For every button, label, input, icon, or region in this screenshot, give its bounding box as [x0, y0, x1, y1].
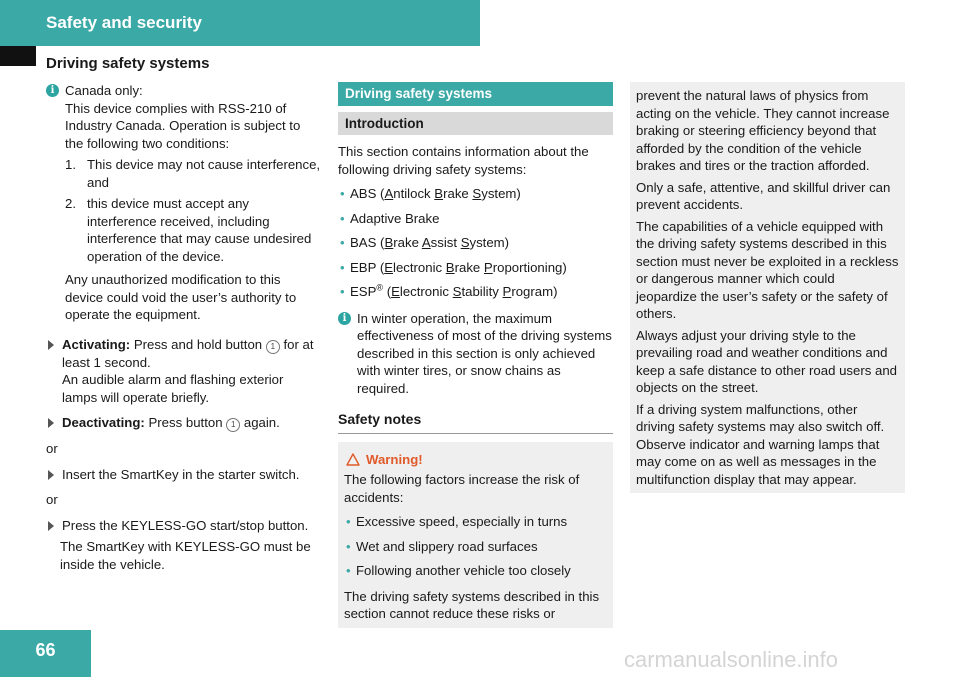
- list-item-abs: • ABS (Antilock Brake System): [340, 186, 521, 201]
- info-icon: i: [46, 84, 59, 97]
- list-item-bas: • BAS (Brake Assist System): [340, 235, 510, 250]
- step-note: An audible alarm and flashing exterior lamps will operate briefly.: [62, 372, 284, 405]
- list-number: 2.: [65, 196, 76, 211]
- system-letter: P: [502, 284, 512, 299]
- step-activating: [46, 336, 322, 407]
- paragraph: prevent the natural laws of physics from acting on the vehicle. They cannot increase braking or steering efficiency beyond that afforded by the condition of the vehicle brakes and tires or the traction afforded.: [636, 88, 890, 173]
- registered-mark: ®: [376, 282, 384, 293]
- circled-number-icon: 1: [266, 340, 280, 354]
- step-deactivating: [46, 414, 322, 432]
- warning-text: The following factors increase the risk of accidents:: [344, 472, 580, 505]
- step-text: Press the KEYLESS-GO start/stop button.: [62, 517, 309, 533]
- step-keyless-go: [46, 517, 322, 535]
- system-letter: E: [391, 284, 400, 299]
- info-text: In winter operation, the maximum effectiveness of most of the driving systems described in this section is only achieved with winter tires, or snow chains as required.: [357, 310, 612, 396]
- warning-header: [344, 451, 607, 469]
- arrow-triangle-icon: [48, 340, 54, 350]
- system-word: ystem: [481, 186, 517, 201]
- warning-text: The driving safety systems described in this section cannot reduce these risks or: [344, 588, 600, 621]
- list-item: [344, 562, 607, 580]
- step-text: Press button: [148, 415, 223, 430]
- info-note-canada: [46, 82, 322, 324]
- info-line: Canada only:: [65, 83, 143, 98]
- system-letter: P: [483, 259, 493, 275]
- bullet-dot: •: [340, 210, 345, 226]
- system-abbr: ABS: [350, 186, 377, 201]
- system-word: lectronic: [393, 259, 446, 275]
- column-left: [46, 82, 322, 573]
- info-note-winter: [338, 310, 613, 398]
- bullet-dot: •: [346, 563, 351, 578]
- list-number: 1.: [65, 157, 76, 172]
- paragraph: Always adjust your driving style to the prevailing road and weather conditions and keep a safe distance to other road users and objects on the street.: [636, 327, 897, 395]
- step-insert-key: [46, 466, 322, 484]
- safety-notes-heading: Safety notes: [338, 411, 613, 434]
- list-text: This device may not cause interference, and: [87, 157, 321, 190]
- step-label: Activating:: [62, 336, 131, 352]
- page-subheading: Driving safety systems: [46, 55, 210, 72]
- system-letter: B: [445, 259, 455, 275]
- system-letter: S: [452, 284, 462, 299]
- list-item-ebp: • EBP (Electronic Brake Proportioning): [340, 259, 567, 275]
- bullet-dot: •: [340, 259, 345, 275]
- step-text: for at least 1 second.: [62, 336, 314, 370]
- intro-text: This section contains information about the following driving safety systems:: [338, 144, 589, 177]
- list-item: [65, 195, 322, 265]
- system-word: rogram: [511, 284, 554, 299]
- system-abbr: ESP: [350, 284, 377, 299]
- risk-text: Wet and slippery road surfaces: [356, 538, 538, 554]
- circled-number-icon: 1: [226, 418, 240, 432]
- paragraph: If a driving system malfunctions, other driving safety systems may also switch off. Observe indicator and warning lamps that may come on as well as messages in the multifunction display that may appear.: [636, 401, 885, 487]
- arrow-triangle-icon: [48, 470, 54, 480]
- system-letter: S: [460, 235, 470, 250]
- system-letter: S: [472, 186, 482, 201]
- step-label: Deactivating:: [62, 415, 145, 430]
- arrow-triangle-icon: [48, 418, 54, 428]
- system-letter: B: [384, 235, 394, 250]
- system-abbr: EBP: [350, 259, 377, 275]
- list-item: [65, 156, 322, 191]
- step-text: Press and hold button: [133, 336, 263, 352]
- column-middle: [338, 82, 613, 628]
- watermark: carmanualsonline.info: [624, 647, 839, 672]
- warning-triangle-icon: [346, 453, 360, 466]
- page-number: 66: [35, 640, 56, 660]
- system-word: ssist: [430, 235, 461, 250]
- column-right: [630, 82, 905, 493]
- chapter-title: Safety and security: [46, 13, 202, 32]
- system-letter: E: [384, 259, 394, 275]
- system-word: roportioning: [492, 259, 563, 275]
- bullet-dot: •: [346, 538, 351, 554]
- arrow-triangle-icon: [48, 521, 54, 531]
- bullet-dot: •: [340, 235, 345, 250]
- bullet-dot: •: [340, 186, 345, 201]
- step-text: Insert the SmartKey in the starter switch.: [62, 466, 300, 482]
- or-text: or: [46, 441, 58, 456]
- system-word: ntilock: [393, 186, 435, 201]
- system-word: ystem: [469, 235, 505, 250]
- warning-box: [338, 442, 613, 628]
- list-item-esp: • ESP® (Electronic Stability Program): [340, 282, 558, 299]
- corner-tab: [0, 46, 36, 66]
- list-item: [344, 513, 607, 531]
- paragraph: Only a safe, attentive, and skillful driver can prevent accidents.: [636, 179, 891, 212]
- system-word: tability: [461, 284, 503, 299]
- system-letter: A: [384, 186, 394, 201]
- risk-text: Following another vehicle too closely: [356, 563, 571, 578]
- list-item-adaptive-brake: [338, 210, 613, 228]
- page-number-box: [0, 630, 91, 677]
- system-letter: B: [434, 186, 444, 201]
- list-item: [344, 538, 607, 556]
- bullet-dot: •: [340, 284, 345, 299]
- paragraph: The capabilities of a vehicle equipped with the driving safety systems described in this section must never be exploited in a reckless or dangerous manner which could jeopardize the user’s safety or the safety of others.: [636, 218, 899, 321]
- step-text: again.: [243, 415, 280, 430]
- info-icon: i: [338, 312, 351, 325]
- system-word: lectronic: [399, 284, 453, 299]
- system-abbr: BAS: [350, 235, 377, 250]
- system-letter: A: [421, 235, 431, 250]
- keyless-note: The SmartKey with KEYLESS-GO must be inside the vehicle.: [60, 539, 311, 572]
- system-word: rake: [393, 235, 422, 250]
- section-title: Driving safety systems: [338, 82, 613, 106]
- risk-text: Excessive speed, especially in turns: [356, 514, 568, 529]
- warning-label: Warning!: [366, 451, 423, 467]
- or-text: or: [46, 492, 58, 507]
- system-word: rake: [443, 186, 473, 201]
- subsection-title: Introduction: [338, 112, 613, 135]
- system-name: Adaptive Brake: [350, 210, 440, 226]
- info-line: This device complies with RSS-210 of Industry Canada. Operation is subject to the following two conditions:: [65, 100, 301, 151]
- warning-box-continued: [630, 82, 905, 493]
- system-word: rake: [454, 259, 484, 275]
- bullet-dot: •: [346, 514, 351, 529]
- info-line: Any unauthorized modification to this device could void the user’s authority to operate the equipment.: [65, 272, 297, 322]
- list-text: this device must accept any interference received, including interference that may cause undesired operation of the device.: [87, 196, 312, 264]
